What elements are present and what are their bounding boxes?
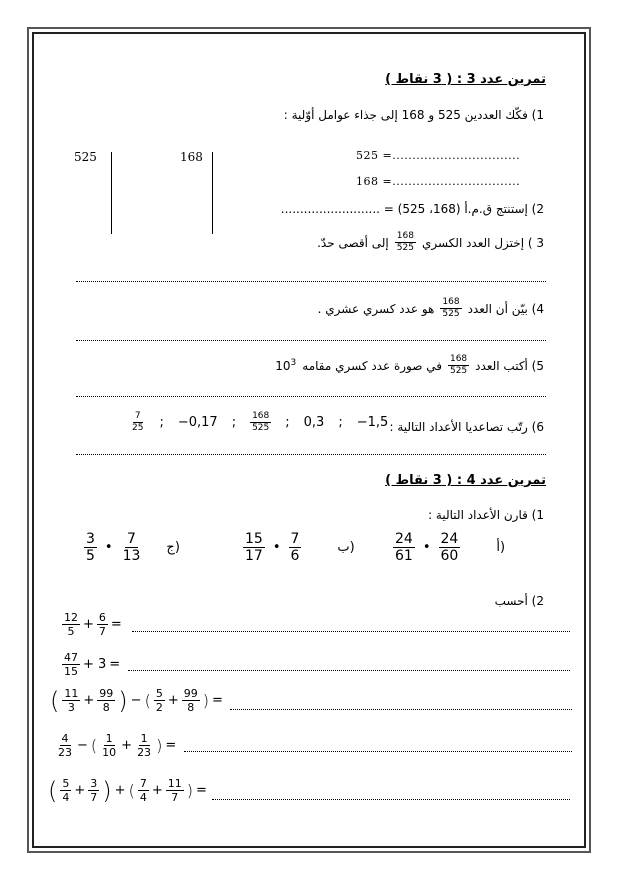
calc-line-3 (50, 688, 223, 713)
comparison-slot[interactable]: • (272, 540, 281, 555)
equals-sign: = (195, 783, 207, 798)
operator-plus-3: + 3 (83, 657, 107, 672)
fraction-6-7: $\frac{6}{7}$ (98, 611, 106, 638)
answer-line-q6[interactable] (76, 454, 546, 455)
ex3-question-6: 6) رتّب تصاعديا الأعداد التالية : (389, 420, 544, 434)
exercise-3-title: تمرين عدد 3 : ( 3 نقاط ) (385, 72, 546, 87)
number-525-label: 525 (74, 150, 97, 164)
label-b: ب) (337, 540, 355, 555)
factorization-168-blank[interactable]: 168 =................................ (356, 175, 521, 188)
close-paren: ) (102, 776, 112, 805)
q4-text-start: 4) بيّن أن العدد (467, 301, 544, 316)
operator-plus: + (83, 617, 94, 632)
ex3-question-4 (318, 298, 544, 319)
ex3-question-1: 1) فكّك العددين 525 و 168 إلى جذاء عوامل أوّلية : (283, 108, 544, 122)
comparison-slot[interactable]: • (422, 540, 431, 555)
fraction-5-4: $\frac{5}{4}$ (62, 777, 70, 804)
fraction-168-525: $\frac{168}{525}$ (396, 231, 414, 253)
label-c: ج) (166, 540, 180, 555)
comparison-c (84, 532, 180, 563)
calc-line-1 (62, 612, 122, 637)
open-paren: ( (90, 735, 98, 755)
fraction-24-60: $\frac{24}{60}$ (440, 531, 459, 564)
calc-line-2 (62, 652, 120, 677)
answer-line-q3[interactable] (76, 281, 546, 282)
fraction-168-525: $\frac{168}{525}$ (252, 411, 270, 433)
fraction-24-61: $\frac{24}{61}$ (395, 531, 413, 564)
ex3-question-2-gcd[interactable]: 2) إستنتج ق.م.أ (168، 525) = .......................... (280, 202, 544, 216)
factor-division-line-168 (212, 152, 213, 234)
ex3-question-5 (275, 355, 544, 376)
operator-minus: − (130, 693, 142, 708)
power-of-ten: $10^3$ (275, 358, 297, 373)
fraction-11-3: $\frac{11}{3}$ (64, 687, 79, 714)
value-neg-1-5: −1,5 (356, 415, 389, 430)
ex4-question-1: 1) قارن الأعداد التالية : (428, 508, 544, 522)
fraction-7-13: $\frac{7}{13}$ (122, 531, 141, 564)
fraction-1-23: $\frac{1}{23}$ (137, 732, 152, 759)
q5-text-end: في صورة عدد كسري مقامه (302, 358, 442, 373)
open-paren: ( (144, 690, 151, 710)
fraction-3-5: $\frac{3}{5}$ (86, 531, 95, 564)
ex4-question-2: 2) أحسب (494, 594, 544, 608)
fraction-7-4: $\frac{7}{4}$ (139, 777, 147, 804)
answer-line-calc-3[interactable] (230, 709, 572, 710)
close-paren: ) (202, 690, 209, 710)
calc-line-4 (56, 733, 176, 758)
fraction-168-525: $\frac{168}{525}$ (442, 297, 460, 319)
exercise-4-title: تمرين عدد 4 : ( 3 نقاط ) (385, 473, 546, 488)
fraction-5-2: $\frac{5}{2}$ (155, 687, 163, 714)
answer-line-calc-4[interactable] (184, 751, 572, 752)
operator-plus: + (167, 693, 179, 708)
ordering-values-row (130, 412, 388, 433)
fraction-47-15: $\frac{47}{15}$ (64, 651, 78, 678)
operator-minus: − (77, 738, 88, 753)
answer-line-calc-1[interactable] (132, 631, 570, 632)
separator: ; (285, 415, 290, 430)
equals-sign: = (109, 657, 121, 672)
operator-plus: + (121, 738, 133, 753)
comparison-b (243, 532, 355, 563)
fraction-11-7: $\frac{11}{7}$ (167, 777, 182, 804)
separator: ; (159, 415, 164, 430)
label-a: أ) (496, 540, 506, 555)
equals-sign: = (211, 693, 223, 708)
fraction-15-17: $\frac{15}{17}$ (245, 531, 263, 564)
operator-plus: + (114, 783, 126, 798)
fraction-7-25: $\frac{7}{25}$ (132, 411, 144, 433)
q3-text-end: إلى أقصى حدّ. (317, 235, 389, 250)
separator: ; (231, 415, 237, 430)
answer-line-calc-5[interactable] (212, 799, 570, 800)
open-paren: ( (50, 686, 60, 715)
q3-text-start: 3 ) إختزل العدد الكسري (421, 235, 544, 250)
answer-line-q5[interactable] (76, 396, 546, 397)
open-paren: ( (128, 780, 135, 800)
close-paren: ) (156, 735, 163, 755)
factor-division-line-525 (111, 152, 112, 234)
ex3-question-3 (317, 232, 544, 253)
fraction-99-8: $\frac{99}{8}$ (99, 687, 114, 714)
calc-line-5 (48, 778, 207, 803)
equals-sign: = (165, 738, 177, 753)
fraction-7-6: $\frac{7}{6}$ (290, 531, 300, 564)
comparison-a (393, 532, 505, 563)
close-paren: ) (118, 686, 128, 715)
separator: ; (338, 415, 343, 430)
answer-line-calc-2[interactable] (128, 670, 570, 671)
equals-sign: = (110, 617, 122, 632)
operator-plus: + (74, 783, 86, 798)
factorization-525-blank[interactable]: 525 =................................ (356, 149, 521, 162)
fraction-3-7: $\frac{3}{7}$ (90, 777, 98, 804)
fraction-168-525: $\frac{168}{525}$ (449, 354, 468, 376)
operator-plus: + (83, 693, 95, 708)
value-0-3: 0,3 (303, 415, 325, 430)
q4-text-end: هو عدد كسري عشري . (317, 301, 435, 316)
operator-plus: + (151, 783, 163, 798)
answer-line-q4[interactable] (76, 340, 546, 341)
fraction-12-5: $\frac{12}{5}$ (64, 611, 78, 638)
fraction-99-8: $\frac{99}{8}$ (183, 687, 198, 714)
close-paren: ) (186, 780, 193, 800)
number-168-label: 168 (180, 150, 203, 164)
fraction-4-23: $\frac{4}{23}$ (58, 732, 72, 759)
comparison-slot[interactable]: • (104, 540, 113, 555)
fraction-1-10: $\frac{1}{10}$ (102, 732, 117, 759)
open-paren: ( (48, 776, 58, 805)
value-neg-0-17: −0,17 (177, 415, 218, 430)
q5-text-start: 5) أكتب العدد (475, 358, 544, 373)
